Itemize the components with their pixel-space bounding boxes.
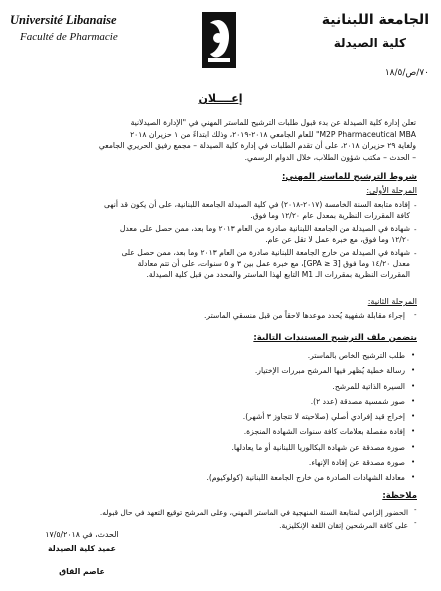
signature-block	[22, 528, 142, 579]
document-bullets	[411, 348, 415, 486]
conditions-heading: شروط الترشيح للماستر المهني:	[281, 172, 417, 182]
signature-date: الحدث، في ١٧/٥/٢٠١٨	[45, 530, 119, 539]
list-item: طلب الترشيح الخاص بالماستر.	[307, 351, 405, 360]
intro-line: – الحدث – مكتب شؤون الطلاب، خلال الدوام الرسمي.	[244, 152, 416, 162]
bullet-icon: -	[414, 506, 417, 514]
bullet-icon: •	[411, 473, 416, 482]
list-item	[30, 223, 410, 245]
item-line: شهادة في الصيدلة من خارج الجامعة اللبنانية صادرة من العام ٢٠١٣ وما بعد، ممن حصل على	[121, 248, 410, 257]
university-name-ar: الجامعة اللبنانية	[321, 12, 429, 28]
bullet-icon: -	[414, 226, 417, 234]
item-line: شهادة في الصيدلة من الجامعة اللبنانية صادرة من العام ٢٠١٣ وما بعد، ممن حصل على معدل	[119, 224, 410, 233]
announcement-title: إعــــلان	[198, 92, 243, 105]
list-item: صور شمسية مصدقة (عدد ٢).	[310, 396, 405, 406]
faculty-name-ar: كلية الصيدلة	[333, 36, 406, 50]
list-item: إخراج قيد إفرادي أصلي (صلاحيته لا تتجاوز ٣ أشهر).	[242, 412, 405, 422]
bullet-icon: -	[414, 202, 417, 210]
list-item	[30, 199, 410, 221]
signature-role: عميد كلية الصيدلة	[48, 544, 116, 553]
note-item: الحضور إلزامي لمتابعة السنة المنهجية في الماستر المهني، وعلى المرشح توقيع التعهد في حال قبوله.	[99, 508, 408, 517]
university-name-fr: Université Libanaise	[10, 13, 117, 27]
bullet-icon: •	[411, 351, 416, 359]
note-item: على كافة المرشحين إتقان اللغة الإنكليزية.	[279, 521, 408, 530]
bullet-icon: •	[411, 442, 416, 451]
bullet-icon: •	[411, 458, 416, 467]
bullet-icon: -	[414, 311, 417, 319]
stage2-item: إجراء مقابلة شفهية يُحدد موعدها لاحقاً من قبل منسقي الماستر.	[204, 311, 405, 320]
item-line: معدل ١٤/٢٠ وما فوق [GPA ≥ 3]، مع خبرة عمل بين ٣ و ٥ سنوات، على أن تتم معادلة	[137, 259, 410, 268]
signature-name: عاصم القاق	[59, 567, 105, 576]
stage1-list	[30, 199, 410, 280]
item-line: ١٢/٢٠ وما فوق، مع خبرة عمل لا تقل عن عام.	[265, 235, 410, 244]
bullet-icon: -	[414, 250, 417, 258]
bullet-icon: •	[411, 396, 416, 405]
bullet-icon: •	[411, 366, 416, 375]
item-line: كافة المقررات النظرية بمعدل عام ١٢/٢٠ وما فوق.	[250, 211, 410, 220]
bullet-icon: •	[411, 381, 416, 390]
stage2-heading: المرحلة الثانية:	[367, 297, 417, 306]
faculty-name-fr: Faculté de Pharmacie	[20, 31, 118, 43]
item-line: إفادة متابعة السنة الخامسة (٢٠١٧-٢٠١٨) في كلية الصيدلة الجامعة اللبنانية، على أن يكون قد أنهى	[103, 200, 410, 209]
list-item: صورة مصدقة عن شهادة البكالوريا اللبنانية أو ما يعادلها.	[231, 442, 405, 452]
intro-line: M2P Pharmaceutical MBA" للعام الجامعي ٢٠١٨-٢٠١٩، وذلك ابتداءً من ١ حزيران ٢٠١٨	[130, 129, 416, 139]
bullet-icon: •	[411, 427, 416, 436]
list-item: معادلة الشهادات الصادرة من خارج الجامعة اللبنانية (كولوكيوم).	[206, 473, 405, 483]
university-logo	[196, 8, 242, 72]
list-item: صورة مصدقة عن إفادة الإنهاء.	[308, 458, 405, 468]
list-item: رسالة خطية يُظهر فيها المرشح مبررات الإختيار.	[254, 366, 405, 376]
item-line: المقررات النظرية بمقررات الـ M1 التابع لهذا الماستر والمحدد من قبل كلية الصيدلة.	[146, 270, 410, 279]
bullet-icon: •	[411, 412, 416, 421]
list-item: إفادة مفصلة بعلامات كافة سنوات الشهادة المنجزة.	[243, 427, 405, 437]
intro-line: تعلن إدارة كلية الصيدلة عن بدء قبول طلبات الترشيح للماستر المهني في "الإدارة الصيدلانية	[130, 118, 416, 127]
documents-list	[45, 348, 405, 486]
bullet-icon: -	[414, 519, 417, 527]
list-item: السيرة الذاتية للمرشح.	[332, 381, 405, 391]
list-item	[30, 247, 410, 280]
intro-paragraph	[26, 117, 416, 163]
intro-line: ولغاية ٢٩ حزيران ٢٠١٨، على أن تقدم الطلبات في إدارة كلية الصيدلة – مجمع رفيق الحريري الجامعي	[98, 141, 416, 150]
documents-heading: يتضمن ملف الترشيح المستندات التالية:	[253, 333, 417, 343]
notes-heading: ملاحظة:	[382, 491, 417, 501]
reference-number: ٧٠/ص/١٨/٥	[384, 68, 429, 78]
stage1-heading: المرحلة الأولى:	[366, 186, 417, 195]
